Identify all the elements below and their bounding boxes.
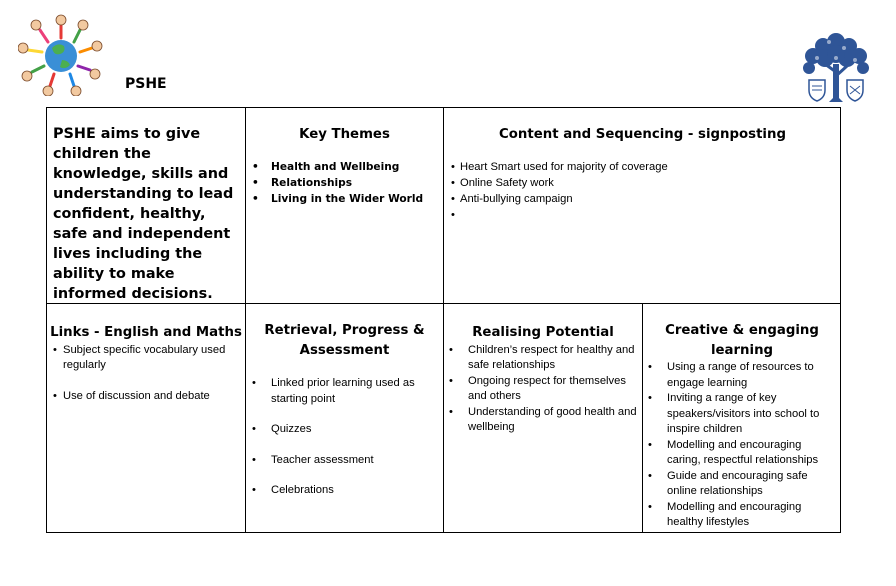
creative-heading: Creative & engaging learning (665, 323, 819, 358)
list-item: • Using a range of resources to engage learning (648, 361, 814, 389)
pshe-table (46, 107, 841, 533)
creative-list (648, 360, 837, 531)
list-item: • Teacher assessment (252, 453, 374, 466)
content-list: • Heart Smart used for majority of coverage • Online Safety work • Anti-bullying campaign • (451, 159, 841, 207)
realising-cell (444, 304, 643, 533)
retrieval-list (252, 376, 439, 499)
list-item: • Guide and encouraging safe online relationships (648, 469, 808, 497)
list-item: • Relationships (252, 176, 353, 189)
retrieval-heading: Retrieval, Progress & Assessment (264, 323, 425, 358)
creative-cell (643, 304, 841, 533)
list-item: • Children’s respect for healthy and safe relationships (449, 343, 635, 371)
content-sequencing-cell (444, 108, 841, 304)
list-item: • Subject specific vocabulary used regularly (53, 343, 226, 371)
content-heading: Content and Sequencing - signposting (499, 127, 786, 142)
links-heading: Links - English and Maths (50, 325, 242, 340)
retrieval-cell (246, 304, 444, 533)
realising-list (449, 343, 638, 436)
key-themes-list (252, 159, 443, 207)
list-item: • Modelling and encouraging caring, respectful relationships (648, 438, 819, 466)
list-item: • Anti-bullying campaign (451, 192, 573, 205)
list-item: • Ongoing respect for themselves and others (449, 374, 626, 402)
list-item: • Modelling and encouraging healthy lifestyles (648, 500, 802, 528)
key-themes-heading: Key Themes (299, 127, 390, 142)
list-item: • Understanding of good health and wellbeing (449, 405, 637, 433)
realising-heading: Realising Potential (472, 325, 614, 340)
list-item: • Online Safety work (451, 176, 554, 189)
key-themes-cell (246, 108, 444, 304)
list-item: • Living in the Wider World (252, 192, 424, 205)
list-item: • Inviting a range of key speakers/visitors into school to inspire children (648, 392, 820, 435)
links-list (53, 343, 241, 405)
list-item: • Health and Wellbeing (252, 160, 400, 173)
list-item: • Use of discussion and debate (53, 389, 210, 402)
list-item: • Quizzes (252, 423, 312, 435)
links-cell (47, 304, 246, 533)
aims-text: PSHE aims to give children the knowledge, skills and understanding to lead confident, healthy, safe and independent lives including the ability to make informed decisions. (53, 126, 234, 302)
list-item: • Linked prior learning used as starting point (252, 377, 415, 405)
page-title: PSHE (125, 76, 167, 92)
list-item: • Heart Smart used for majority of coverage (451, 160, 668, 173)
aims-cell (47, 108, 246, 304)
list-item: • Celebrations (252, 484, 334, 496)
school-tree-logo (799, 28, 873, 104)
children-globe-logo (18, 12, 104, 96)
